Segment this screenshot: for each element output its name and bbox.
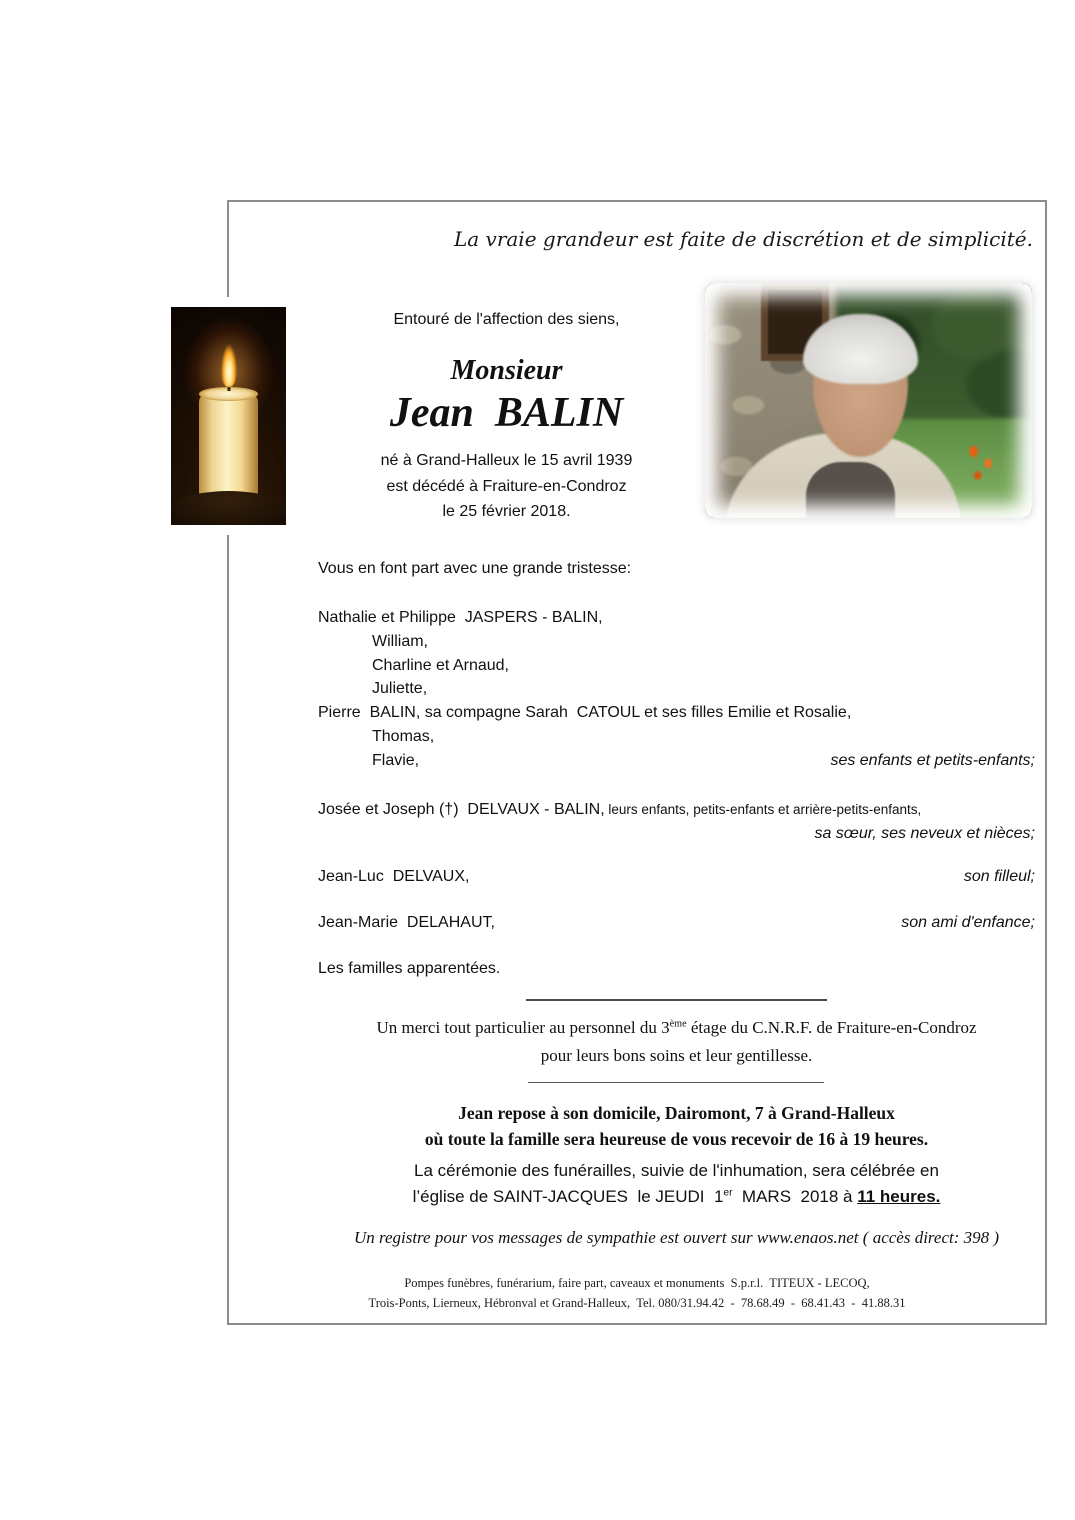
family-member-line — [318, 749, 1035, 773]
thanks-line2: pour leurs bons soins et leur gentillesse. — [540, 1046, 813, 1065]
condolence-register-line: Un registre pour vos messages de sympathie est ouvert sur www.enaos.net ( accès direct: 398 ) — [353, 1228, 1000, 1247]
godson-name: Jean-Luc DELVAUX, — [318, 868, 470, 885]
header-column — [318, 310, 695, 525]
visitation-block — [318, 1100, 1035, 1152]
death-place-line: est décédé à Fraiture-en-Condroz — [386, 477, 627, 495]
footer-line1: Pompes funèbres, funérarium, faire part, caveaux et monuments S.p.r.l. TITEUX - LECOQ, — [404, 1276, 870, 1290]
divider-line — [526, 999, 827, 1001]
ceremony-time: 11 heures. — [857, 1186, 941, 1206]
honorific-title: Monsieur — [450, 355, 563, 386]
sister-block — [318, 798, 1035, 845]
relationship-attribution: son filleul; — [963, 868, 1035, 885]
friend-row — [318, 914, 1035, 932]
family-member-name: Flavie, — [372, 751, 420, 769]
sister-descendants: leurs enfants, petits-enfants et arrière-petits-enfants, — [604, 802, 922, 817]
deceased-name: Jean BALIN — [389, 390, 624, 436]
divider-line — [528, 1082, 824, 1083]
portrait-photo — [705, 283, 1032, 518]
family-member-line: Juliette, — [372, 680, 428, 698]
thanks-line1: Un merci tout particulier au personnel du 3ème étage du C.N.R.F. de Fraiture-en-Condroz — [376, 1018, 977, 1037]
sister-line — [318, 798, 1035, 822]
ceremony-block — [318, 1158, 1035, 1209]
family-member-line: Pierre BALIN, sa compagne Sarah CATOUL et ses filles Emilie et Rosalie, — [318, 704, 852, 722]
family-member-line: Thomas, — [372, 727, 435, 745]
visitation-line1: Jean repose à son domicile, Dairomont, 7 à Grand-Halleux — [458, 1103, 895, 1123]
sister-names: Josée et Joseph (†) DELVAUX - BALIN, — [318, 801, 605, 818]
relationship-attribution: sa sœur, ses neveux et nièces; — [814, 824, 1035, 842]
funeral-home-footer — [229, 1274, 1045, 1313]
godson-row — [318, 868, 1035, 886]
death-date-line: le 25 février 2018. — [442, 503, 571, 520]
family-member-line: Charline et Arnaud, — [372, 656, 509, 674]
visitation-line2: où toute la famille sera heureuse de vous recevoir de 16 à 19 heures. — [424, 1129, 929, 1149]
ordinal-superscript: er — [723, 1186, 733, 1198]
epitaph-quote: La vraie grandeur est faite de discrétion et de simplicité. — [453, 227, 1033, 251]
family-member-line: William, — [372, 632, 428, 650]
ordinal-superscript: ème — [669, 1018, 687, 1030]
friend-name: Jean-Marie DELAHAUT, — [318, 914, 495, 931]
family-list — [318, 606, 1035, 773]
ceremony-line1: La cérémonie des funérailles, suivie de l'inhumation, sera célébrée en — [414, 1161, 939, 1180]
birth-line: né à Grand-Halleux le 15 avril 1939 — [380, 452, 633, 469]
announcement-intro: Vous en font part avec une grande tristesse: — [318, 560, 632, 577]
family-member-line: Nathalie et Philippe JASPERS - BALIN, — [318, 609, 603, 626]
relationship-attribution: ses enfants et petits-enfants; — [830, 751, 1035, 769]
candle-photo-matte — [161, 297, 296, 535]
ceremony-line2: l’église de SAINT-JACQUES le JEUDI 1er MARS 2018 à 11 heures. — [412, 1186, 941, 1206]
candle-holder — [171, 491, 286, 525]
portrait-feather-edge — [705, 283, 1032, 518]
candle-photo — [171, 307, 286, 525]
footer-line2: Trois-Ponts, Lierneux, Hébronval et Grand-Halleux, Tel. 080/31.94.42 - 78.68.49 - 68.41.43 - 41.88.31 — [368, 1295, 906, 1310]
related-families-line: Les familles apparentées. — [318, 960, 501, 977]
thanks-block — [318, 1014, 1035, 1070]
relationship-attribution: son ami d'enfance; — [901, 914, 1035, 931]
intro-line: Entouré de l'affection des siens, — [393, 311, 620, 328]
candle-body — [199, 393, 259, 503]
vitals-block — [318, 448, 695, 525]
